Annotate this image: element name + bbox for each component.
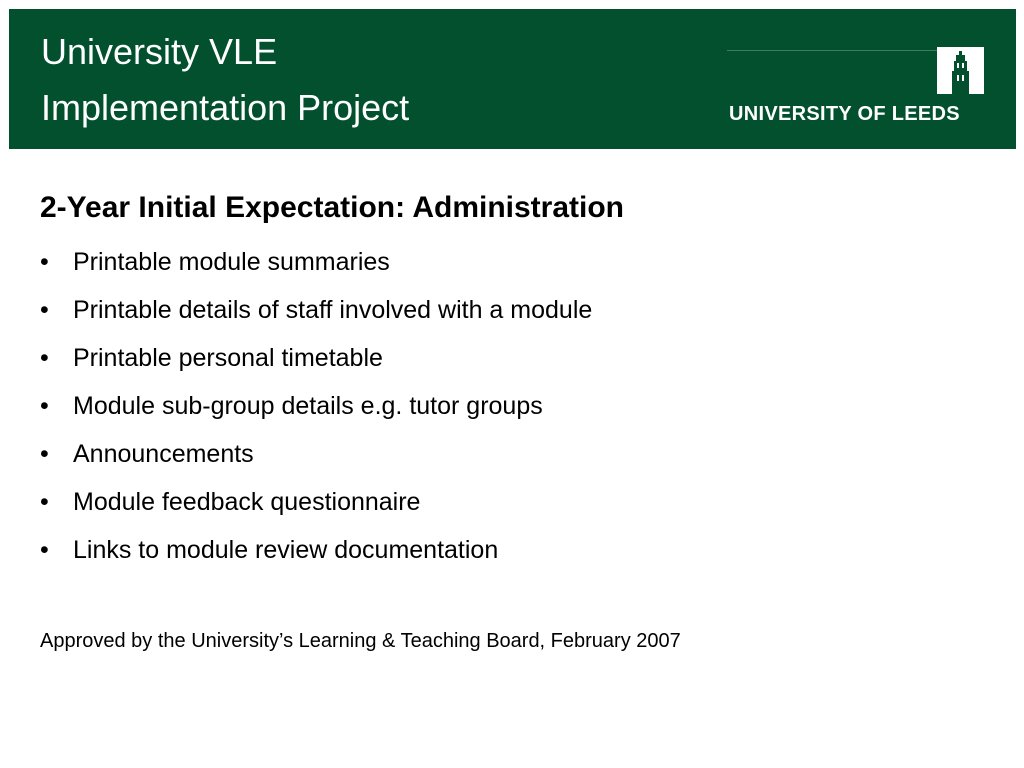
university-logo [727, 47, 989, 131]
bullet-icon: • [40, 440, 49, 468]
section-heading: 2-Year Initial Expectation: Administration [40, 191, 625, 224]
bullet-icon: • [40, 392, 49, 420]
bullet-text: Links to module review documentation [73, 536, 499, 564]
logo-rule [727, 50, 937, 51]
bullet-text: Printable personal timetable [73, 344, 383, 372]
bullet-icon: • [40, 488, 49, 516]
bullet-icon: • [40, 248, 49, 276]
slide-title-line-1: University VLE [41, 31, 278, 72]
slide-header [9, 9, 1016, 149]
bullet-text: Module sub-group details e.g. tutor groups [73, 392, 543, 420]
bullet-icon: • [40, 296, 49, 324]
approval-footnote: Approved by the University’s Learning & Teaching Board, February 2007 [40, 630, 681, 652]
bullet-text: Module feedback questionnaire [73, 488, 421, 516]
bullet-icon: • [40, 344, 49, 372]
logo-tower-icon [937, 47, 984, 94]
bullet-icon: • [40, 536, 49, 564]
bullet-text: Printable module summaries [73, 248, 390, 276]
slide-title-line-2: Implementation Project [41, 87, 410, 128]
bullet-text: Announcements [73, 440, 254, 468]
bullet-text: Printable details of staff involved with a module [73, 296, 593, 324]
logo-wordmark: UNIVERSITY OF LEEDS [729, 103, 960, 125]
